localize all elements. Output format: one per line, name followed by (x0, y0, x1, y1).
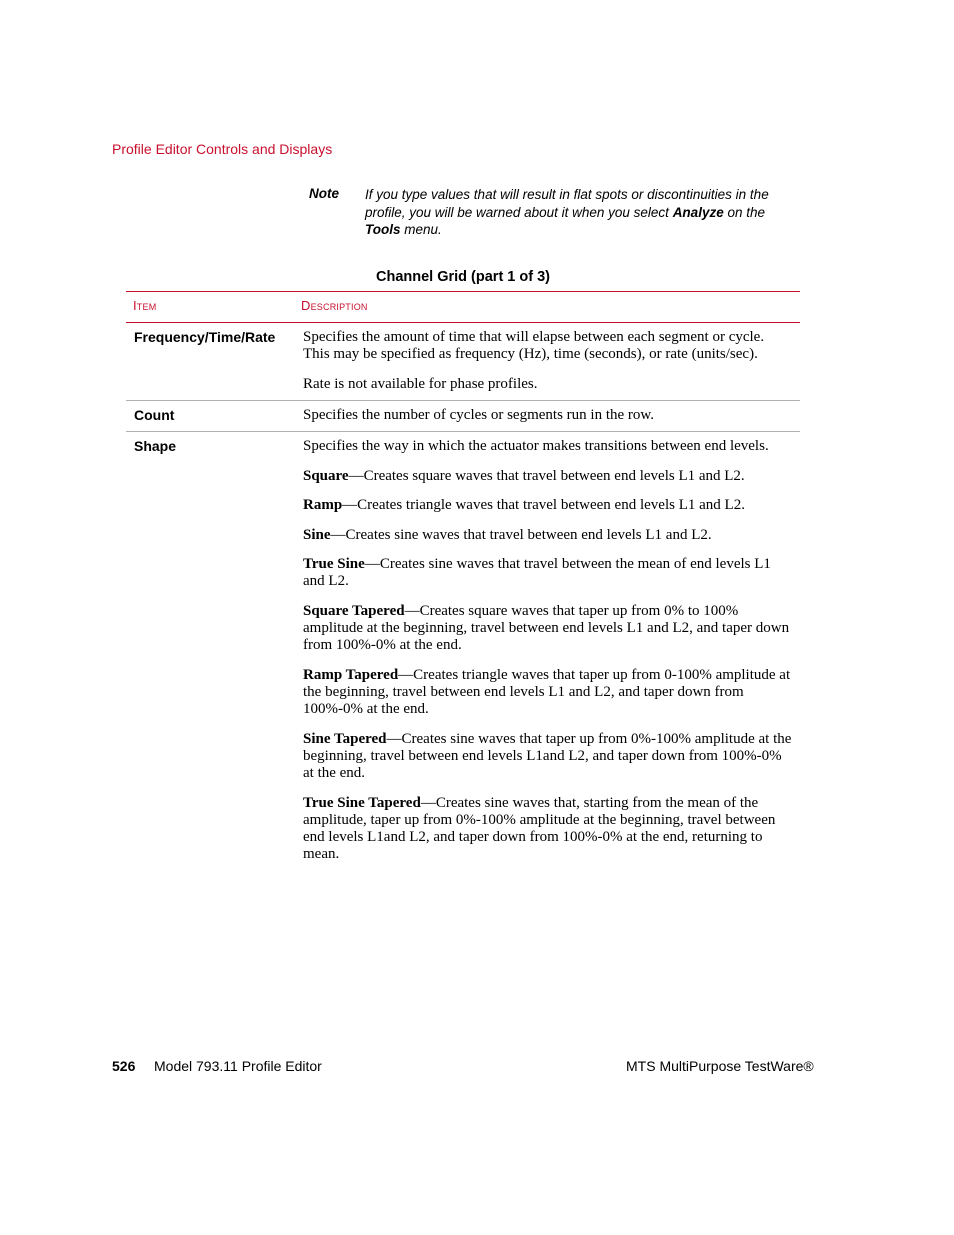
row-desc-count: Specifies the number of cycles or segments run in the row. (303, 407, 655, 423)
footer-right-title: MTS MultiPurpose TestWare® (626, 1058, 814, 1074)
shape-ramp-tapered: Ramp Tapered—Creates triangle waves that taper up from 0-100% amplitude at the beginning, travel between end levels L1 and L2, and taper down from 100%-0% at the end. (303, 667, 791, 717)
header-bottom-rule (126, 322, 800, 323)
shape-square-tapered: Square Tapered—Creates square waves that taper up from 0% to 100% amplitude at the beginning, travel between end levels L1 and L2, and taper down from 100%-0% at the end. (303, 603, 790, 653)
row-desc-frequency-note: Rate is not available for phase profiles. (303, 376, 538, 392)
column-header-item: Item (133, 298, 157, 313)
shape-true-sine: True Sine—Creates sine waves that travel between the mean of end levels L1 and L2. (303, 556, 771, 589)
column-header-description: Description (301, 298, 368, 313)
note-text: If you type values that will result in flat spots or discontinuities in the profile, you will be warned about it when you select Analyze on the Tools menu. (365, 187, 769, 237)
row-divider (126, 400, 800, 401)
row-item-shape: Shape (134, 438, 177, 454)
note-label: Note (309, 186, 339, 201)
row-divider (126, 431, 800, 432)
row-item-count: Count (134, 407, 175, 423)
analyze-term: Analyze (672, 204, 724, 220)
row-desc-frequency: Specifies the amount of time that will elapse between each segment or cycle. This may be specified as frequency (Hz), time (seconds), or rate (units/sec). (303, 329, 765, 362)
shape-sine: Sine—Creates sine waves that travel between end levels L1 and L2. (303, 527, 712, 543)
page-number: 526 (112, 1058, 136, 1074)
shape-square: Square—Creates square waves that travel between end levels L1 and L2. (303, 468, 745, 484)
table-top-rule (126, 291, 800, 292)
shape-ramp: Ramp—Creates triangle waves that travel between end levels L1 and L2. (303, 497, 745, 513)
table-title: Channel Grid (part 1 of 3) (375, 269, 550, 285)
row-item-frequency: Frequency/Time/Rate (134, 329, 276, 345)
row-desc-shape: Specifies the way in which the actuator makes transitions between end levels. (303, 438, 769, 454)
tools-term: Tools (365, 222, 401, 237)
section-header: Profile Editor Controls and Displays (112, 141, 333, 157)
footer-left-title: Model 793.11 Profile Editor (154, 1058, 322, 1074)
shape-sine-tapered: Sine Tapered—Creates sine waves that taper up from 0%-100% amplitude at the beginning, travel between end levels L1and L2, and taper down from 100%-0% at the end. (303, 731, 792, 781)
shape-true-sine-tapered: True Sine Tapered—Creates sine waves that, starting from the mean of the amplitude, taper up from 0%-100% amplitude at the beginning, travel between end levels L1and L2, and taper down from 100%-0% at the end, returning to mean. (303, 795, 776, 862)
